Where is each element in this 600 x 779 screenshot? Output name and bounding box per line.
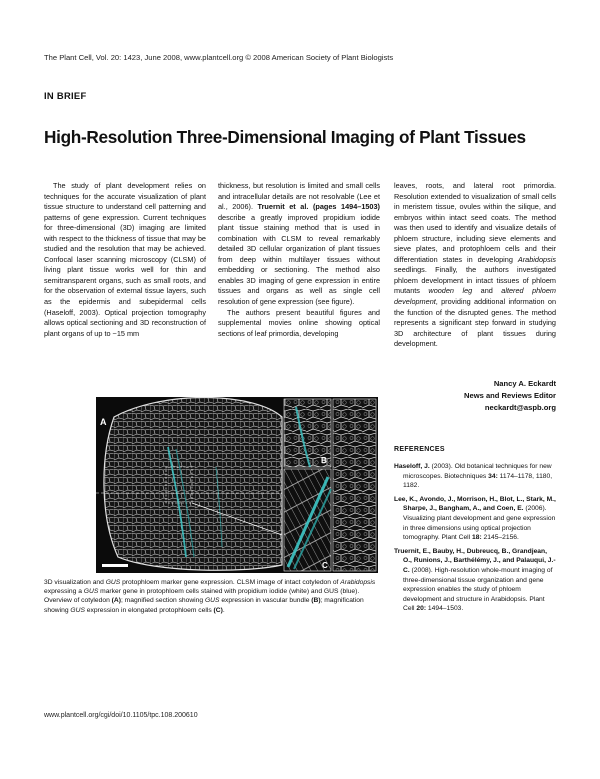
text: expression in vascular bundle <box>219 597 312 605</box>
body-column-1 <box>44 181 206 339</box>
ref-text: (2008). High-resolution whole-mount imaging of three-dimensional tissue organization and gene expression enables the study of phloem development and structure in Arabidopsis. Plant Cell <box>403 566 553 613</box>
text-italic: GUS <box>70 606 85 614</box>
ref-authors: Truernit, E., Bauby, H., Dubreucq, B., Grandjean, O., Runions, J., Barthélémy, J., and Palauqui, J.-C. <box>394 547 556 574</box>
paragraph <box>394 181 556 350</box>
ref-pages: 1494–1503. <box>426 605 464 613</box>
ref-text: (2006). Visualizing plant development and gene expression in three dimensions using optical projection tomography. Plant Cell <box>403 505 556 542</box>
ref-volume: 18: <box>472 534 482 542</box>
text: marker gene in protophloem cells stained with propidium iodide (white) and GUS (blue). Overview of cotyledon <box>44 588 360 605</box>
author-role: News and Reviews Editor <box>464 391 556 400</box>
text-italic: GUS <box>105 579 121 586</box>
text: protophloem marker gene expression. CLSM image of intact cotyledon of <box>120 579 341 586</box>
text-italic: altered phloem development <box>394 286 557 307</box>
article-title: High-Resolution Three-Dimensional Imaging of Plant Tissues <box>44 127 526 147</box>
panel-b <box>284 399 331 467</box>
reference-item <box>394 547 556 614</box>
ref-pages: 1174–1178, 1180, 1182. <box>403 472 553 490</box>
references-list <box>394 462 556 618</box>
text-italic: GUS <box>204 597 220 605</box>
text: seedlings. Finally, the authors investigated phloem development in intact tissues of phloem mutants <box>394 265 556 296</box>
text: 3D visualization and <box>44 579 106 586</box>
paragraph <box>218 181 380 308</box>
figure-caption <box>44 578 378 615</box>
body-column-2 <box>218 181 380 339</box>
text-bold: (B) <box>311 597 321 605</box>
text-bold: (C) <box>213 606 223 614</box>
text-bold: (A) <box>111 597 121 605</box>
ref-text: (2003). Old botanical techniques for new microscopes. Biotechniques <box>403 463 552 480</box>
paragraph: The authors present beautiful figures and supplemental movies online showing optical sections of leaf primordia, developing <box>218 307 380 338</box>
journal-header: The Plant Cell, Vol. 20: 1423, June 2008, www.plantcell.org © 2008 American Society of Plant Biologists <box>44 53 394 62</box>
panel-c <box>284 469 331 571</box>
text: expressing a <box>44 588 84 596</box>
author-signature <box>394 378 556 414</box>
text: thickness, but resolution is limited and small cells and intracellular details are not resolvable (Lee et al., 2006). <box>218 181 380 212</box>
ref-volume: 20: <box>416 605 427 613</box>
section-label: IN BRIEF <box>44 90 87 101</box>
ref-authors: Haseloff, J. <box>394 463 430 470</box>
text-italic: wooden leg <box>428 286 473 296</box>
text: ; magnified section showing <box>120 597 205 605</box>
panel-b-label: B <box>321 456 327 465</box>
figure-image <box>96 397 378 573</box>
text: ; magnification showing <box>44 597 364 614</box>
text-italic: Arabidopsis <box>517 254 556 264</box>
author-email: neckardt@aspb.org <box>484 403 556 412</box>
author-name: Nancy A. Eckardt <box>493 379 556 388</box>
citation-link: Truernit et al. (pages 1494–1503) <box>257 202 380 212</box>
reference-item <box>394 495 556 543</box>
text-italic: GUS <box>83 588 99 596</box>
text: , providing additional information on the function of the disrupted genes. The method represents a significant step forward in studying 3D architecture of plant tissues during development. <box>394 297 556 349</box>
ref-pages: 2145–2156. <box>481 534 519 542</box>
text-italic: Arabidopsis <box>340 579 376 586</box>
text: and <box>472 286 502 296</box>
ref-volume: 34: <box>488 472 498 480</box>
text: describe a greatly improved propidium iodide plant tissue staining method that is used in combination with CLSM to reveal remarkably detailed 3D cellular organization of plant tissues from deep within multilayer tissues without embedding or sectioning. The method also enables 3D imaging of gene expression in entire tissues and organs as well as single cell resolution of gene expression (see figure). <box>218 212 380 307</box>
references-heading: REFERENCES <box>394 446 445 453</box>
body-column-3 <box>394 181 556 350</box>
microscopy-figure <box>96 397 378 573</box>
panel-c-label: C <box>322 561 328 570</box>
panel-a <box>96 397 282 570</box>
doi-footer: www.plantcell.org/cgi/doi/10.1105/tpc.108.200610 <box>44 712 198 719</box>
paragraph: The study of plant development relies on techniques for the accurate visualization of plant tissue structure to understand cell patterning and patterns of gene expression. Current techniques for three-dimensional (3D) imaging are limited with respect to the thickness of tissue that may be studied and the resolution that may be achieved. Confocal laser scanning microscopy (CLSM) of living plant tissue works well for thin and semitransparent organs, such as small roots, and for the observation of external tissue layers, such as the epidermis and subepidermal cells (Haseloff, 2003). Optical projection tomography allows optical sectioning and 3D reconstruction of plant organs of up to ~15 mm <box>44 181 206 338</box>
text: . <box>222 606 225 614</box>
ref-authors: Lee, K., Avondo, J., Morrison, H., Blot, L., Stark, M., Sharpe, J., Bangham, A., and Coen, E. <box>394 495 556 513</box>
reference-item <box>394 462 556 491</box>
text: expression in elongated protophloem cells <box>84 606 214 614</box>
panel-a-label: A <box>100 417 107 427</box>
text: leaves, roots, and lateral root primordia. Resolution extended to visualization of small cells in meristem tissue, ovules within the silique, and embryos within intact seed coats. The method was then used to identify and visualize details of phloem structure, including sieve elements and sieve plates, and protophloem cells and their differentiation states in developing <box>394 181 556 264</box>
